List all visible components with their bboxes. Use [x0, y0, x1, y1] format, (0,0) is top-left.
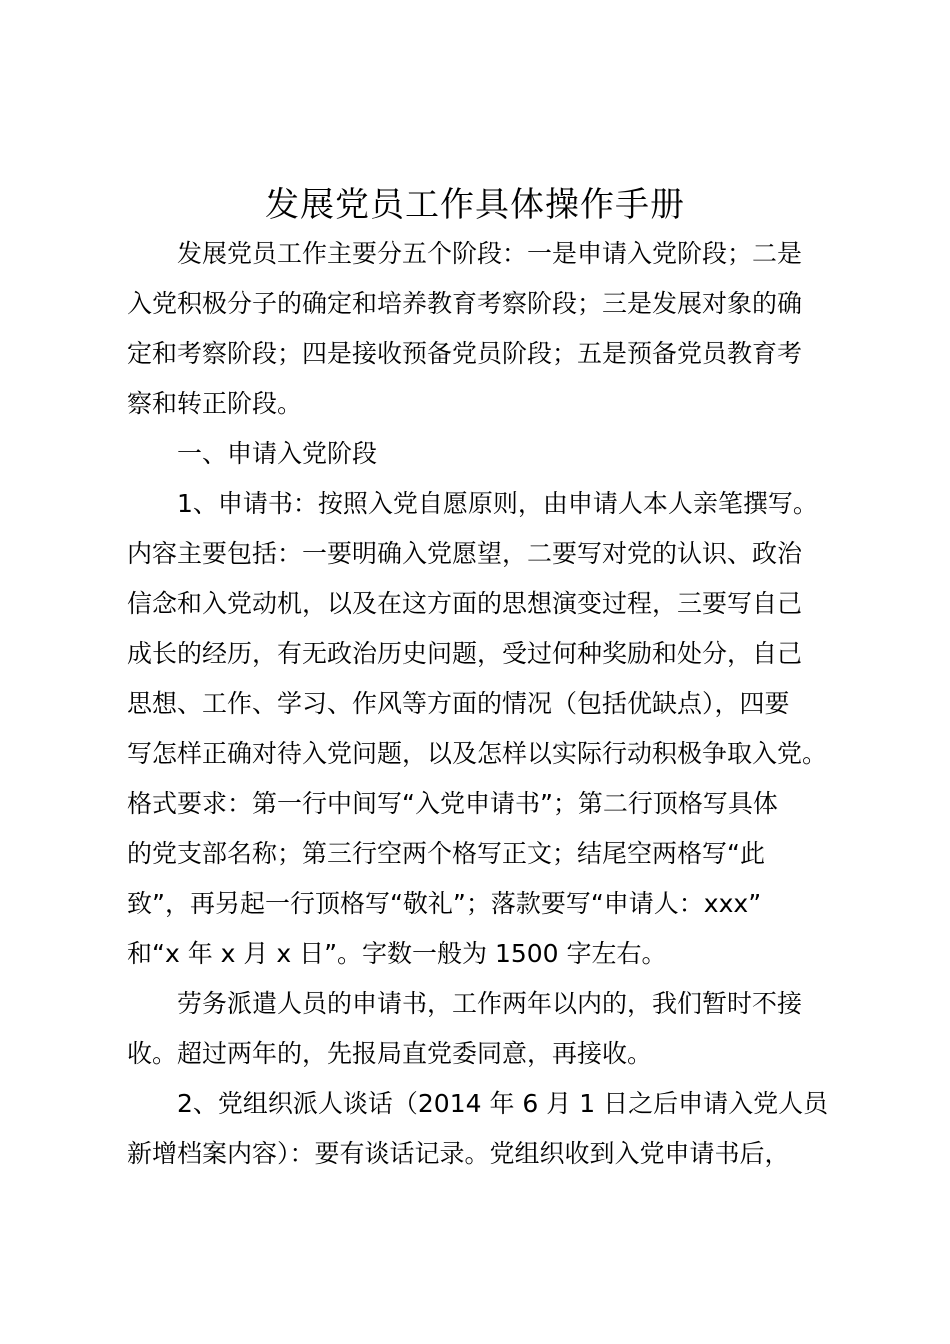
item-1-line-10: 和“x 年 x 月 x 日”。字数一般为 1500 字左右。 [127, 939, 667, 968]
dispatch-note-line-2: 收。超过两年的，先报局直党委同意，再接收。 [127, 1039, 653, 1068]
item-1-line-3: 信念和入党动机，以及在这方面的思想演变过程，三要写自己 [127, 589, 803, 618]
item-1-line-7: 格式要求：第一行中间写“入党申请书”；第二行顶格写具体 [127, 789, 778, 818]
paragraph-intro-line-1: 发展党员工作主要分五个阶段：一是申请入党阶段；二是 [177, 239, 803, 268]
item-1-line-6: 写怎样正确对待入党问题，以及怎样以实际行动积极争取入党。 [127, 739, 828, 768]
item-1-line-5: 思想、工作、学习、作风等方面的情况（包括优缺点），四要 [127, 689, 790, 718]
paragraph-intro-line-4: 察和转正阶段。 [127, 389, 303, 418]
paragraph-intro-line-3: 定和考察阶段；四是接收预备党员阶段；五是预备党员教育考 [127, 339, 803, 368]
item-1-line-8: 的党支部名称；第三行空两个格写正文；结尾空两格写“此 [127, 839, 765, 868]
item-1-line-9: 致”，再另起一行顶格写“敬礼”；落款要写“申请人：xxx” [127, 889, 762, 918]
dispatch-note-line-1: 劳务派遣人员的申请书，工作两年以内的，我们暂时不接 [177, 989, 803, 1018]
paragraph-intro-line-2: 入党积极分子的确定和培养教育考察阶段；三是发展对象的确 [127, 289, 803, 318]
section-heading-1: 一、申请入党阶段 [177, 439, 378, 468]
item-1-line-1: 1、申请书：按照入党自愿原则，由申请人本人亲笔撰写。 [177, 489, 818, 518]
item-2-line-2: 新增档案内容）：要有谈话记录。党组织收到入党申请书后， [127, 1139, 790, 1168]
item-1-line-2: 内容主要包括：一要明确入党愿望，二要写对党的认识、政治 [127, 539, 803, 568]
item-1-line-4: 成长的经历，有无政治历史问题，受过何种奖励和处分，自己 [127, 639, 803, 668]
item-2-line-1: 2、党组织派人谈话（2014 年 6 月 1 日之后申请入党人员 [177, 1089, 829, 1118]
document-title: 发展党员工作具体操作手册 [265, 185, 685, 225]
